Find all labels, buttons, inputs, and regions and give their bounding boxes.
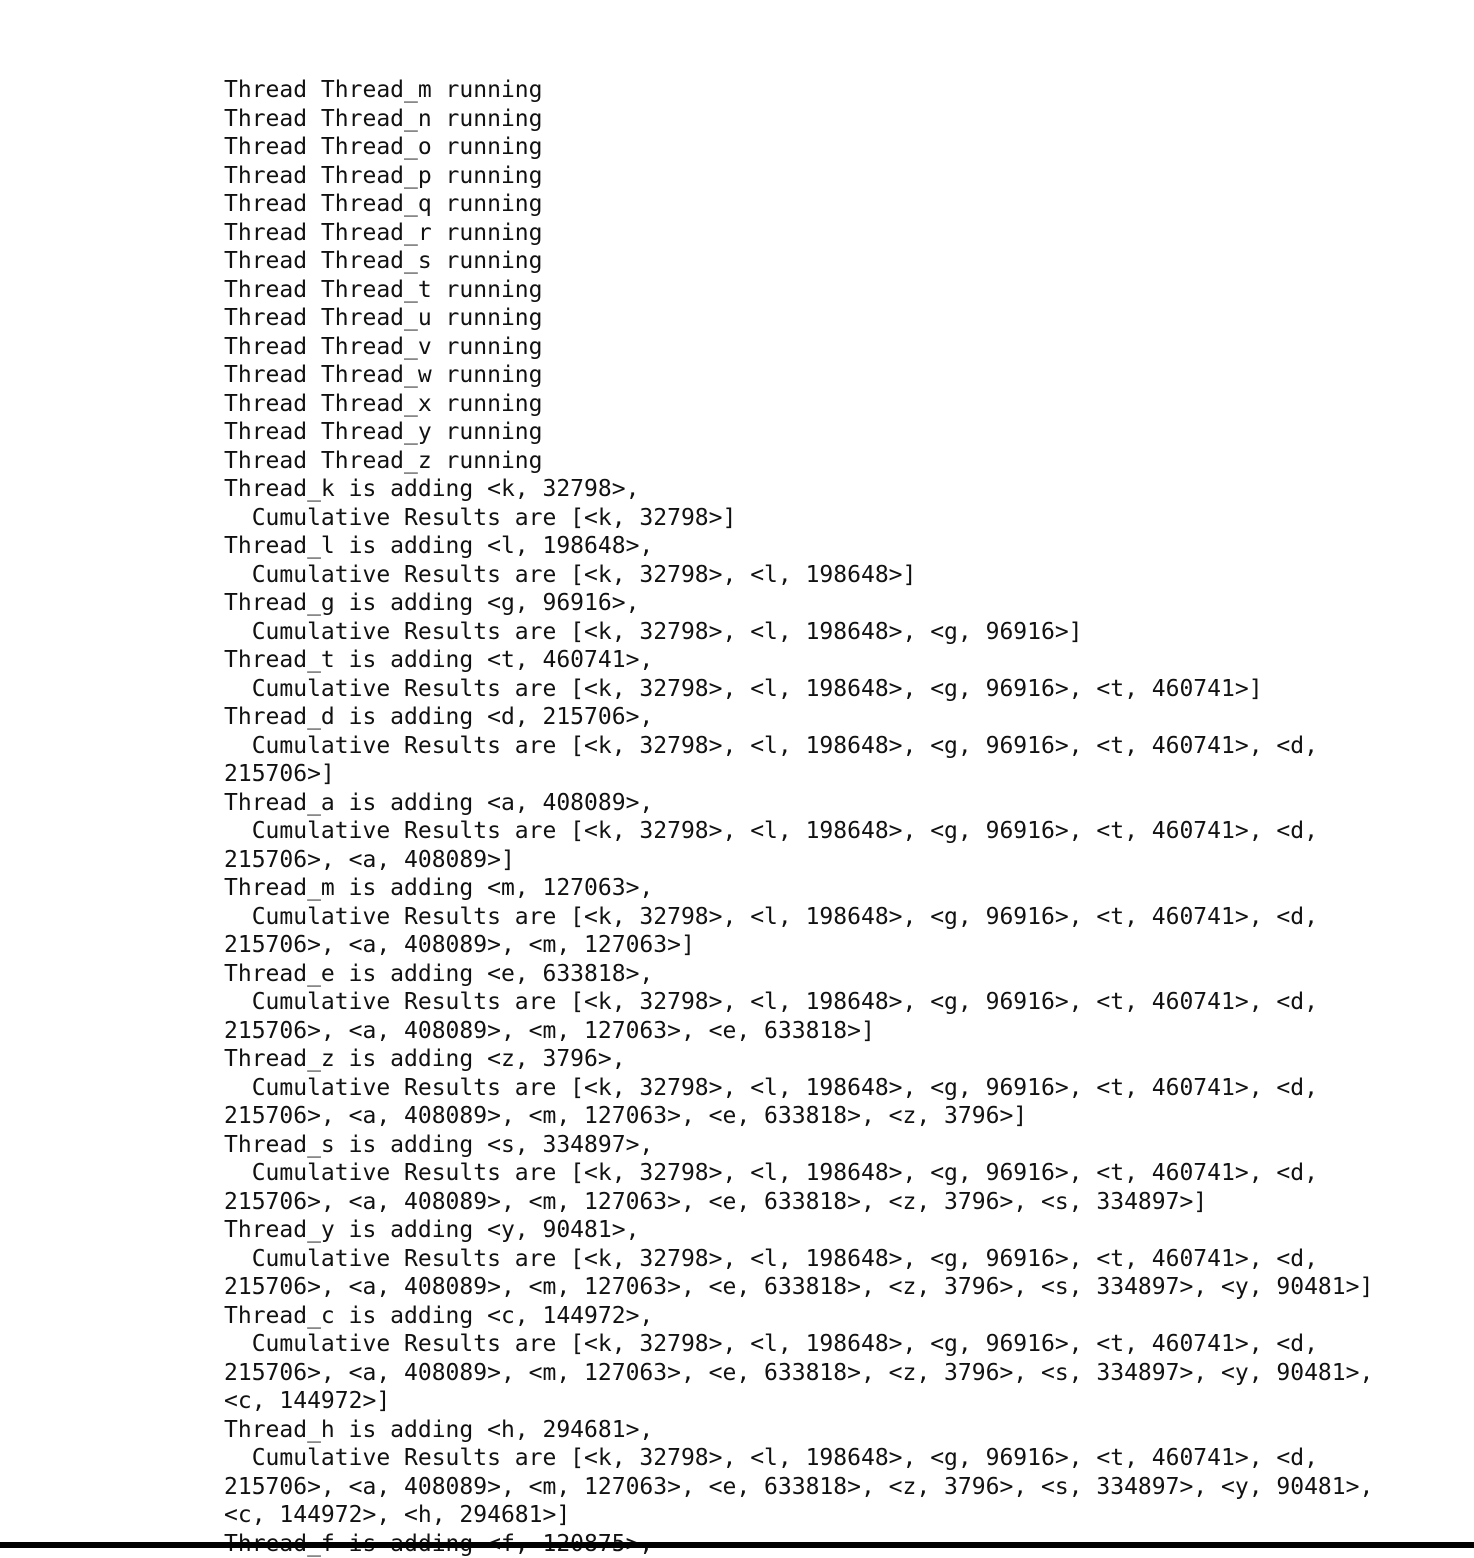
console-line: Thread Thread_m running <box>224 76 1304 105</box>
console-line: Cumulative Results are [<k, 32798>, <l, 198648>, <g, 96916>, <t, 460741>, <d, <box>224 903 1304 932</box>
console-line: Thread_c is adding <c, 144972>, <box>224 1302 1304 1331</box>
console-line: Cumulative Results are [<k, 32798>, <l, 198648>, <g, 96916>, <t, 460741>, <d, <box>224 817 1304 846</box>
console-line: Cumulative Results are [<k, 32798>, <l, 198648>, <g, 96916>, <t, 460741>, <d, <box>224 1444 1304 1473</box>
console-line: 215706>, <a, 408089>] <box>224 846 1304 875</box>
console-line: Cumulative Results are [<k, 32798>, <l, 198648>] <box>224 561 1304 590</box>
console-output <box>224 76 1304 1558</box>
console-line: 215706>] <box>224 760 1304 789</box>
console-line: Thread Thread_o running <box>224 133 1304 162</box>
console-line: Thread Thread_q running <box>224 190 1304 219</box>
console-line: Thread_d is adding <d, 215706>, <box>224 703 1304 732</box>
console-line: Cumulative Results are [<k, 32798>, <l, 198648>, <g, 96916>, <t, 460741>] <box>224 675 1304 704</box>
console-line: Cumulative Results are [<k, 32798>, <l, 198648>, <g, 96916>, <t, 460741>, <d, <box>224 1074 1304 1103</box>
console-line: Cumulative Results are [<k, 32798>, <l, 198648>, <g, 96916>, <t, 460741>, <d, <box>224 1330 1304 1359</box>
console-line: Cumulative Results are [<k, 32798>] <box>224 504 1304 533</box>
console-line: <c, 144972>, <h, 294681>] <box>224 1501 1304 1530</box>
console-line: 215706>, <a, 408089>, <m, 127063>, <e, 633818>, <z, 3796>, <s, 334897>, <y, 90481>] <box>224 1273 1304 1302</box>
console-line: Thread Thread_w running <box>224 361 1304 390</box>
console-line: Thread_t is adding <t, 460741>, <box>224 646 1304 675</box>
console-line: Thread_m is adding <m, 127063>, <box>224 874 1304 903</box>
console-line: Cumulative Results are [<k, 32798>, <l, 198648>, <g, 96916>] <box>224 618 1304 647</box>
console-line: Cumulative Results are [<k, 32798>, <l, 198648>, <g, 96916>, <t, 460741>, <d, <box>224 732 1304 761</box>
console-line: 215706>, <a, 408089>, <m, 127063>, <e, 633818>, <z, 3796>, <s, 334897>] <box>224 1188 1304 1217</box>
console-line: Thread_e is adding <e, 633818>, <box>224 960 1304 989</box>
console-line: Thread Thread_v running <box>224 333 1304 362</box>
console-line: Cumulative Results are [<k, 32798>, <l, 198648>, <g, 96916>, <t, 460741>, <d, <box>224 1159 1304 1188</box>
console-line: Cumulative Results are [<k, 32798>, <l, 198648>, <g, 96916>, <t, 460741>, <d, <box>224 988 1304 1017</box>
console-line: Thread_g is adding <g, 96916>, <box>224 589 1304 618</box>
window-bottom-edge <box>0 1542 1474 1548</box>
console-line: Thread_z is adding <z, 3796>, <box>224 1045 1304 1074</box>
console-line: 215706>, <a, 408089>, <m, 127063>, <e, 633818>, <z, 3796>] <box>224 1102 1304 1131</box>
console-line: Thread Thread_t running <box>224 276 1304 305</box>
console-line: Thread Thread_x running <box>224 390 1304 419</box>
console-line: 215706>, <a, 408089>, <m, 127063>, <e, 633818>] <box>224 1017 1304 1046</box>
console-line: 215706>, <a, 408089>, <m, 127063>, <e, 633818>, <z, 3796>, <s, 334897>, <y, 90481>, <box>224 1473 1304 1502</box>
console-line: Thread_y is adding <y, 90481>, <box>224 1216 1304 1245</box>
console-line: Cumulative Results are [<k, 32798>, <l, 198648>, <g, 96916>, <t, 460741>, <d, <box>224 1245 1304 1274</box>
console-line: Thread Thread_y running <box>224 418 1304 447</box>
console-line: Thread Thread_r running <box>224 219 1304 248</box>
console-line: Thread Thread_n running <box>224 105 1304 134</box>
console-line: Thread Thread_u running <box>224 304 1304 333</box>
console-line: 215706>, <a, 408089>, <m, 127063>, <e, 633818>, <z, 3796>, <s, 334897>, <y, 90481>, <box>224 1359 1304 1388</box>
console-line: Thread Thread_z running <box>224 447 1304 476</box>
console-line: Thread_a is adding <a, 408089>, <box>224 789 1304 818</box>
console-line: Thread Thread_s running <box>224 247 1304 276</box>
console-line: Thread Thread_p running <box>224 162 1304 191</box>
console-line: Thread_s is adding <s, 334897>, <box>224 1131 1304 1160</box>
console-line: Thread_l is adding <l, 198648>, <box>224 532 1304 561</box>
console-line: 215706>, <a, 408089>, <m, 127063>] <box>224 931 1304 960</box>
console-line: <c, 144972>] <box>224 1387 1304 1416</box>
console-line: Thread_k is adding <k, 32798>, <box>224 475 1304 504</box>
console-line: Thread_h is adding <h, 294681>, <box>224 1416 1304 1445</box>
